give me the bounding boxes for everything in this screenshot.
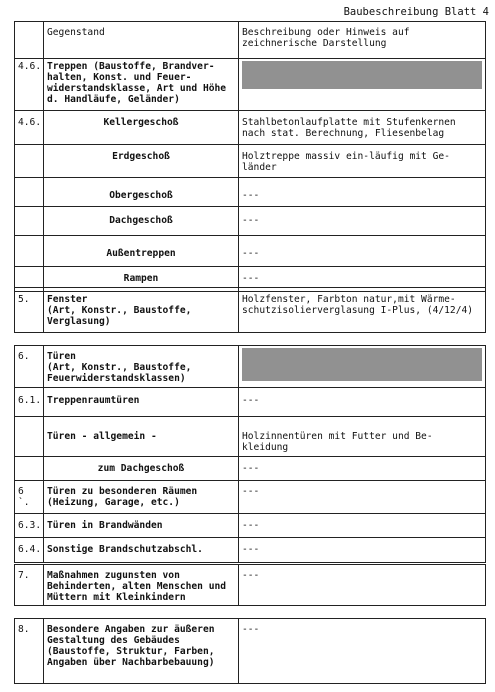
row-number (15, 178, 44, 207)
row-number: 6.3. (15, 514, 44, 538)
row-subject: Besondere Angaben zur äußeren Gestaltung des Gebäudes (Baustoffe, Struktur, Farben, Angaben über Nachbarbebauung) (44, 619, 239, 683)
row-number: 5. (15, 288, 44, 332)
row-description: --- (242, 624, 260, 635)
header-subject: Gegenstand (44, 22, 239, 59)
row-description: --- (239, 514, 485, 538)
table-windows (14, 287, 486, 333)
row-subject: Türen - allgemein - (44, 417, 239, 457)
shaded-pattern (242, 348, 482, 381)
shaded-pattern (242, 61, 482, 89)
row-subject: zum Dachgeschoß (44, 457, 239, 481)
row-number (15, 207, 44, 236)
row-number: 6.4. (15, 538, 44, 562)
table-doors (14, 345, 486, 563)
table-stairs (14, 21, 486, 292)
row-description: --- (239, 481, 485, 514)
row-subject: Türen zu besonderen Räumen (Heizung, Garage, etc.) (44, 481, 239, 514)
row-subject: Dachgeschoß (44, 207, 239, 236)
shaded-cell (239, 346, 485, 388)
row-description: --- (242, 273, 260, 284)
row-number: 6. (15, 346, 44, 388)
row-description: --- (242, 544, 260, 555)
row-subject (44, 346, 239, 388)
row-subject: Erdgeschoß (44, 145, 239, 178)
row-description: --- (239, 178, 485, 207)
row-subject: Türen in Brandwänden (44, 514, 239, 538)
row-description: --- (239, 457, 485, 481)
shaded-cell (239, 59, 485, 111)
page-header: Baubeschreibung Blatt 4 (343, 6, 489, 18)
row-number: 6 `. (15, 481, 44, 514)
row-description: --- (242, 570, 260, 581)
row-subject (44, 288, 239, 332)
row-number: 4.6. (15, 59, 44, 111)
row-number: 8. (15, 619, 44, 683)
row-subject: Treppenraumtüren (44, 388, 239, 417)
row-number (15, 145, 44, 178)
header-description: Beschreibung oder Hinweis auf zeichnerische Darstellung (239, 22, 485, 59)
row-description: Holztreppe massiv ein-läufig mit Ge- länder (239, 145, 485, 178)
row-subject: Rampen (44, 267, 239, 291)
row-description: Holzfenster, Farbton natur,mit Wärme- schutzisolierverglasung I-Plus, (4/12/4) (242, 294, 474, 316)
row-subject-detail: (Art, Konstr., Baustoffe, Verglasung) (47, 305, 192, 327)
row-subject: Kellergeschoß (44, 111, 239, 145)
row-description: Stahlbetonlaufplatte mit Stufenkernen nach stat. Berechnung, Fliesenbelag (239, 111, 485, 145)
row-description: --- (239, 236, 485, 267)
row-subject-title: Türen (47, 351, 76, 362)
row-number (15, 236, 44, 267)
header-num-cell (15, 22, 44, 59)
row-subject-detail: (Art, Konstr., Baustoffe, Feuerwiderstandsklassen) (47, 362, 192, 384)
row-subject: Maßnahmen zugunsten von Behinderten, alten Menschen und Müttern mit Kleinkindern (44, 565, 239, 605)
row-subject: Sonstige Brandschutzabschl. (44, 538, 239, 562)
row-subject-title: Fenster (47, 294, 88, 305)
row-description: --- (239, 207, 485, 236)
row-number (15, 417, 44, 457)
row-description: Holzinnentüren mit Futter und Be- kleidung (239, 417, 485, 457)
row-description: --- (239, 388, 485, 417)
row-subject: Außentreppen (44, 236, 239, 267)
row-number: 6.1. (15, 388, 44, 417)
row-number: 4.6. (15, 111, 44, 145)
row-number: 7. (15, 565, 44, 605)
table-exterior-design (14, 618, 486, 684)
row-number (15, 457, 44, 481)
row-subject: Treppen (Baustoffe, Brandver- halten, Konst. und Feuer- widerstandsklasse, Art und Höhe d. Handläufe, Geländer) (44, 59, 239, 111)
table-accessibility (14, 564, 486, 606)
row-subject: Obergeschoß (44, 178, 239, 207)
